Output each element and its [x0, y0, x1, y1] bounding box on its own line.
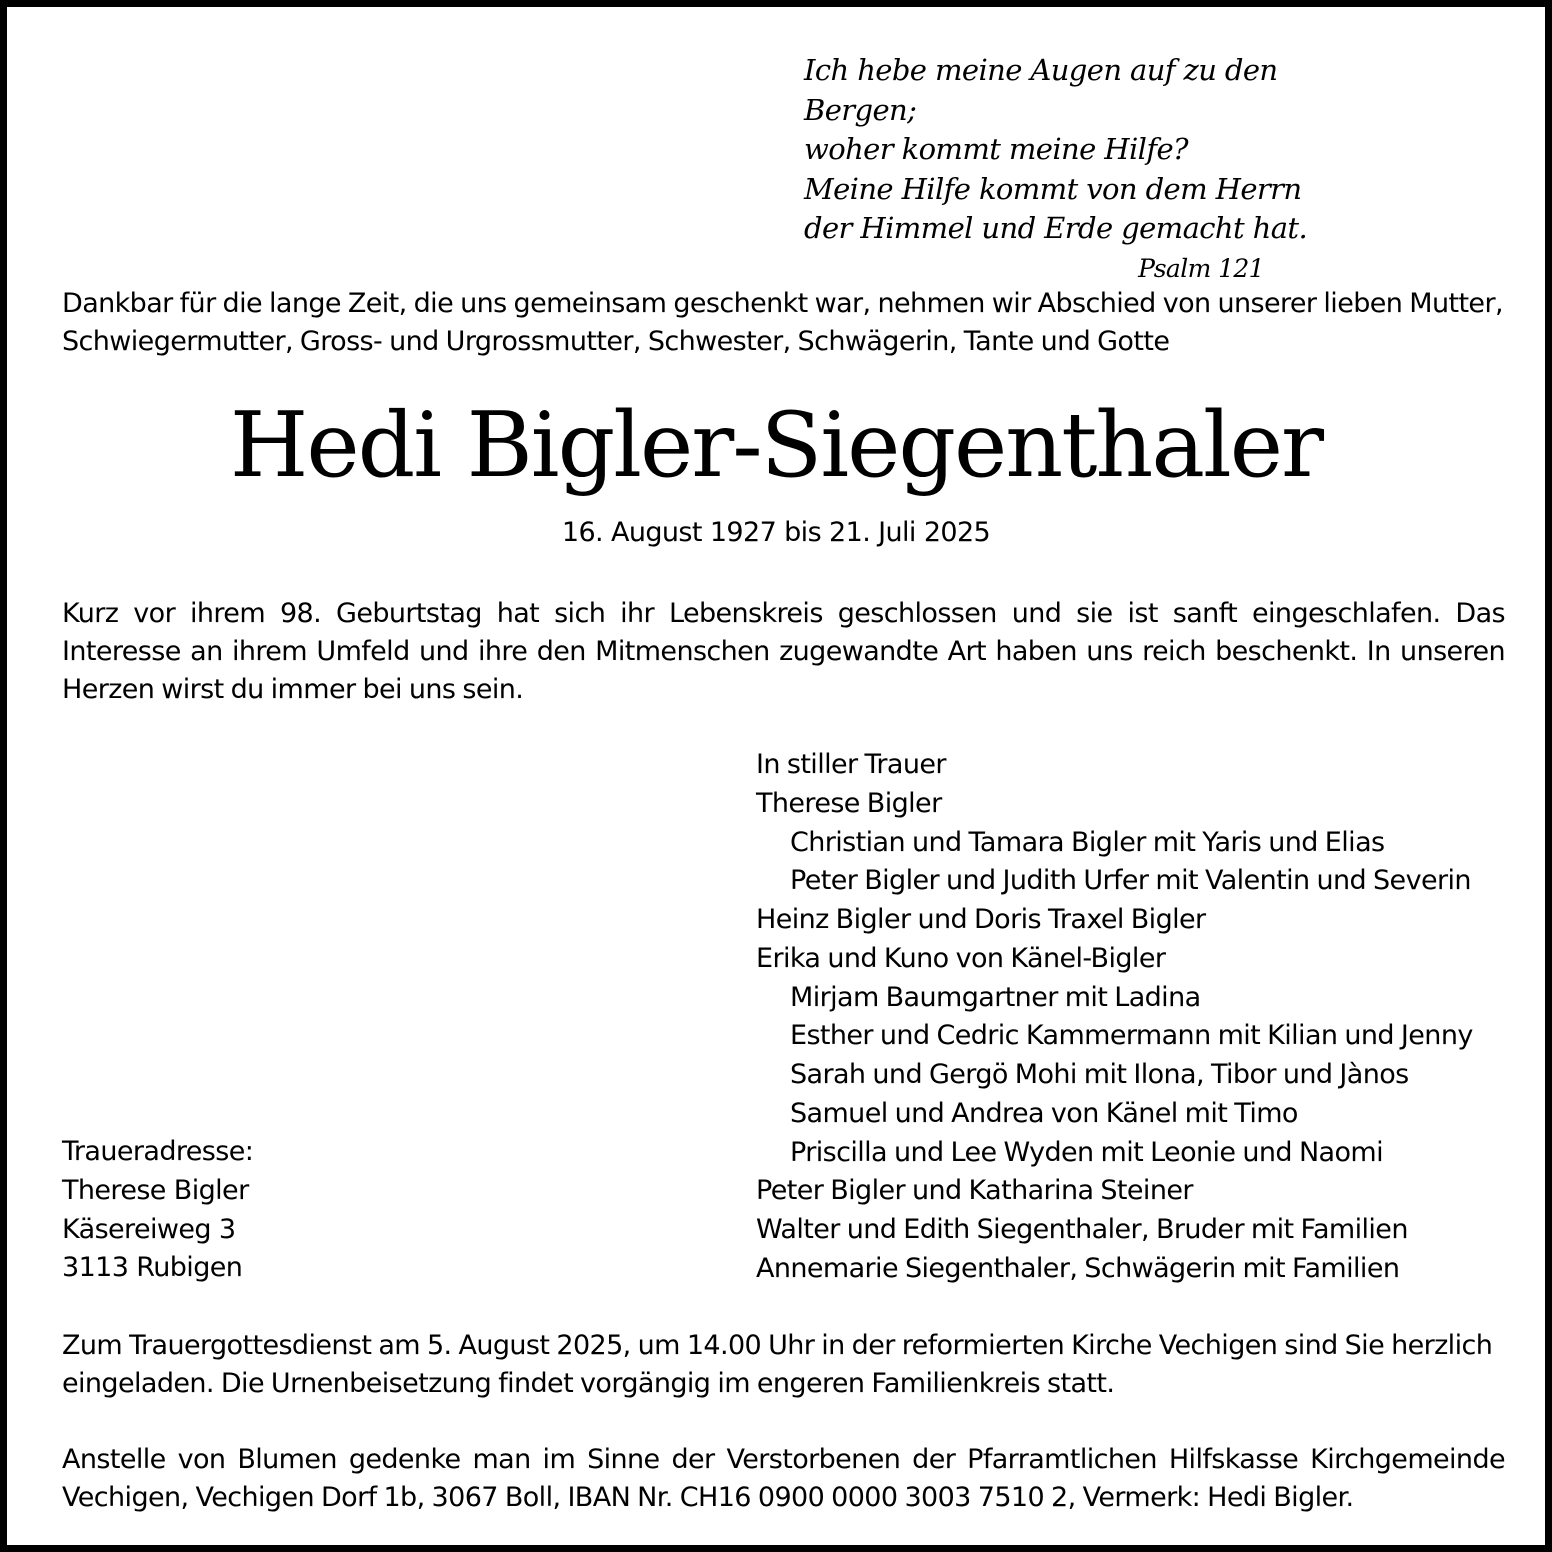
donation-info: Anstelle von Blumen gedenke man im Sinne der Verstorbenen der Pfarramtlichen Hilfskasse Kirchgemeinde Vechigen, Vechigen Dorf 1b, 3067 Boll, IBAN Nr. CH16 0900 0000 3003 7510 2, Vermerk: Hedi Bigler. [62, 1444, 1505, 1513]
intro-line: Schwiegermutter, Gross- und Urgrossmutter, Schwester, Schwägerin, Tante und Gotte [62, 326, 1170, 357]
mourner-line-indented: Samuel und Andrea von Känel mit Timo [790, 1097, 1298, 1129]
mourning-address [62, 1133, 662, 1288]
intro-line: Dankbar für die lange Zeit, die uns gemeinsam geschenkt war, nehmen wir Abschied von unserer lieben Mutter, [62, 288, 1503, 319]
address-street: Käsereiweg 3 [62, 1213, 236, 1245]
mourner-line-indented: Priscilla und Lee Wyden mit Leonie und Naomi [790, 1136, 1384, 1168]
psalm-reference: Psalm 121 [1138, 253, 1264, 283]
mourner-line: Therese Bigler [756, 787, 942, 819]
psalm-line: Ich hebe meine Augen auf zu den Bergen; [804, 53, 1278, 127]
mourner-line: Annemarie Siegenthaler, Schwägerin mit Familien [756, 1252, 1400, 1284]
mourner-line-indented: Peter Bigler und Judith Urfer mit Valentin und Severin [790, 865, 1471, 897]
intro-text [62, 285, 1507, 361]
mourners-list [756, 746, 1536, 1289]
address-label: Traueradresse: [62, 1136, 254, 1167]
psalm-quote [804, 51, 1324, 288]
mourner-line-indented: Christian und Tamara Bigler mit Yaris und Elias [790, 826, 1385, 858]
mourner-line: Walter und Edith Siegenthaler, Bruder mit Familien [756, 1214, 1408, 1245]
mourner-line: Heinz Bigler und Doris Traxel Bigler [756, 904, 1206, 935]
psalm-line: Meine Hilfe kommt von dem Herrn [804, 171, 1302, 206]
mourner-line-indented: Mirjam Baumgartner mit Ladina [790, 981, 1201, 1013]
life-dates: 16. August 1927 bis 21. Juli 2025 [561, 517, 991, 548]
mourner-lines [756, 785, 1536, 1289]
psalm-line: woher kommt meine Hilfe? [804, 132, 1188, 166]
mourners-heading: In stiller Trauer [756, 749, 946, 780]
tribute-paragraph: Kurz vor ihrem 98. Geburtstag hat sich ihr Lebenskreis geschlossen und sie ist sanft eingeschlafen. Das Interesse an ihrem Umfeld und ihre den Mitmenschen zugewandte Art haben uns reich beschenkt. In unseren Herzen wirst du immer bei uns sein. [62, 598, 1505, 705]
mourner-line: Peter Bigler und Katharina Steiner [756, 1175, 1193, 1207]
service-line: eingeladen. Die Urnenbeisetzung findet vorgängig im engeren Familienkreis statt. [62, 1368, 1115, 1399]
deceased-name: Hedi Bigler-Siegenthaler [229, 393, 1323, 498]
mourner-line-indented: Sarah und Gergö Mohi mit Ilona, Tibor und Jànos [790, 1059, 1409, 1090]
address-city: 3113 Rubigen [62, 1252, 243, 1284]
psalm-line: der Himmel und Erde gemacht hat. [804, 211, 1308, 245]
funeral-service-info [62, 1327, 1507, 1403]
address-name: Therese Bigler [62, 1174, 249, 1206]
mourner-line: Erika und Kuno von Känel-Bigler [756, 942, 1166, 974]
mourner-line-indented: Esther und Cedric Kammermann mit Kilian und Jenny [790, 1020, 1473, 1052]
service-line: Zum Trauergottesdienst am 5. August 2025, um 14.00 Uhr in der reformierten Kirche Vechigen sind Sie herzlich [62, 1330, 1493, 1361]
